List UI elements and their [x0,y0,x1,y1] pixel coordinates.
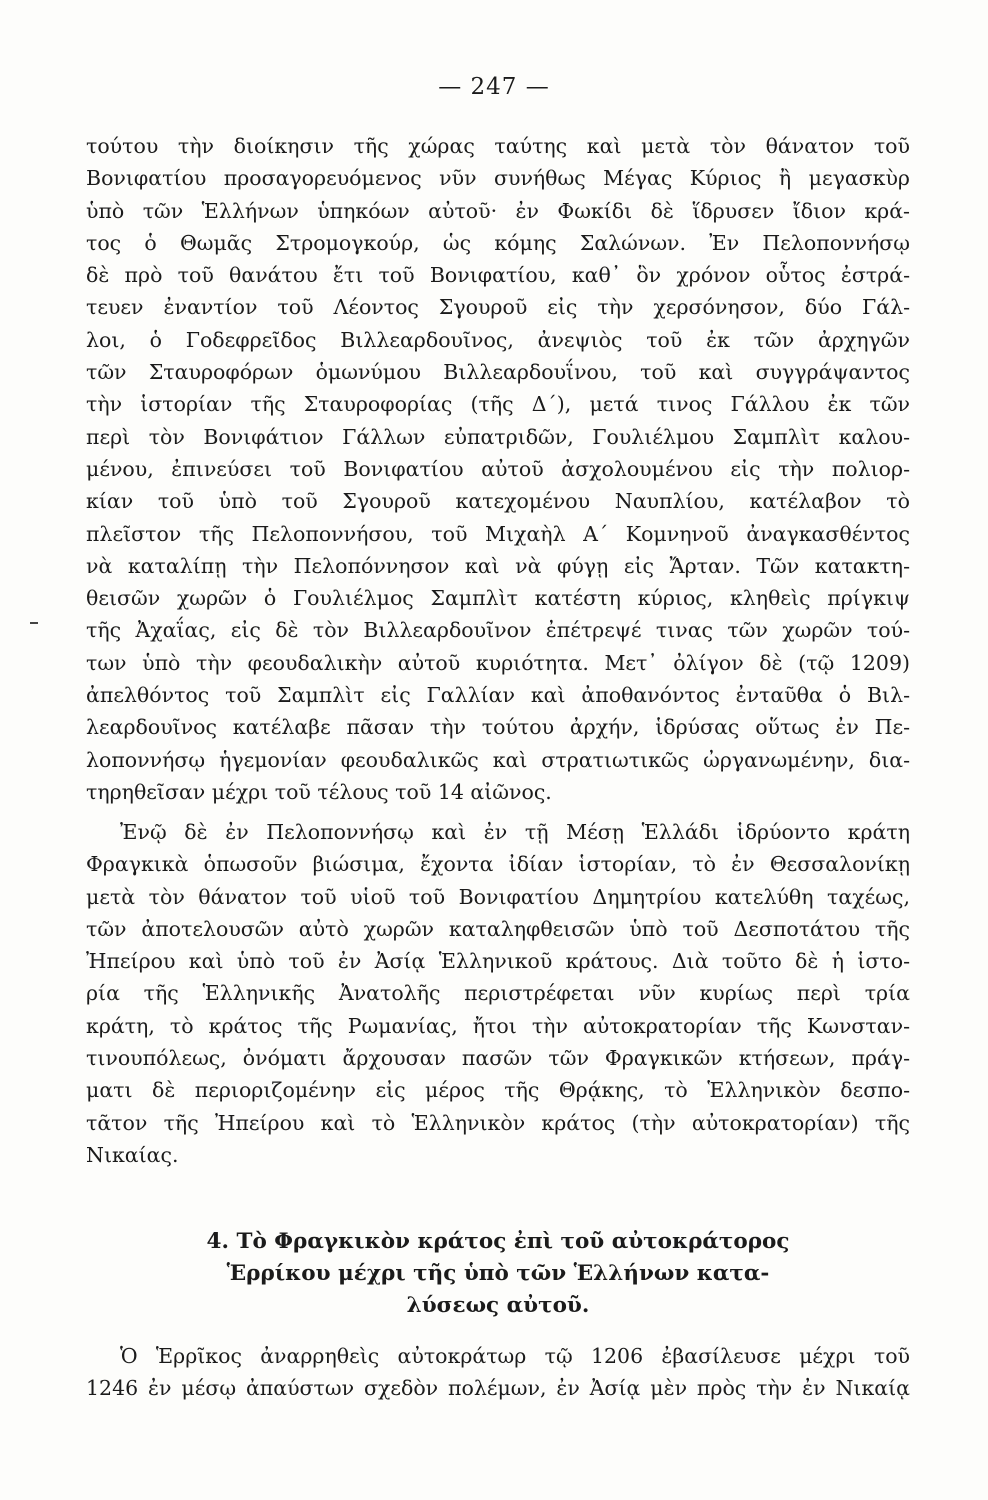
text-line: τευεν ἐναντίον τοῦ Λέοντος Σγουροῦ εἰς τὴν χερσόνησον, δύο Γάλ- [86,295,910,320]
section-heading [126,1226,870,1322]
text-line: μετὰ τὸν θάνατον τοῦ υἱοῦ τοῦ Βονιφατίου Δημητρίου κατελύθη ταχέως, [86,884,910,909]
text-line: Ἐνῷ δὲ ἐν Πελοποννήσῳ καὶ ἐν τῇ Μέσῃ Ἑλλάδι ἱδρύοντο κράτη [120,820,910,844]
text-line: τηρηθεῖσαν μέχρι τοῦ τέλους τοῦ 14 αἰῶνος. [86,779,552,804]
text-line: θεισῶν χωρῶν ὁ Γουλιέλμος Σαμπλὶτ κατέστη κύριος, κληθεὶς πρίγκιψ [86,586,910,611]
heading-line: Ἑρρίκου μέχρι τῆς ὑπὸ τῶν Ἑλλήνων κατα- [226,1261,770,1286]
text-line: των ὑπὸ τὴν φεουδαλικὴν αὐτοῦ κυριότητα. Μετ᾽ ὀλίγον δὲ (τῷ 1209) [86,650,910,675]
heading-line: λύσεως αὐτοῦ. [406,1293,590,1318]
text-line: Βονιφατίου προσαγορευόμενος νῦν συνήθως Μέγας Κύριος ἢ μεγασκὺρ [86,166,910,191]
heading-line: 4. Τὸ Φραγκικὸν κράτος ἐπὶ τοῦ αὐτοκράτορος [206,1229,790,1254]
text-line: τῆς Ἀχαΐας, εἰς δὲ τὸν Βιλλεαρδουῖνον ἐπέτρεψέ τινας τῶν χωρῶν τού- [86,618,910,643]
page-number: — 247 — [438,74,550,100]
text-line: τᾶτον τῆς Ἠπείρου καὶ τὸ Ἑλληνικὸν κράτος (τὴν αὐτοκρατορίαν) τῆς [86,1110,910,1135]
text-line: μένου, ἐπινεύσει τοῦ Βονιφατίου αὐτοῦ ἀσχολουμένου εἰς τὴν πολιορ- [86,456,910,481]
paragraph-second [86,816,910,1171]
text-line: λεαρδουῖνος κατέλαβε πᾶσαν τὴν τούτου ἀρχήν, ἱδρύσας οὕτως ἐν Πε- [86,715,910,740]
text-line: πλεῖστον τῆς Πελοποννήσου, τοῦ Μιχαὴλ Α΄ Κομνηνοῦ ἀναγκασθέντος [86,521,910,546]
text-line: τῶν ἀποτελουσῶν αὐτὸ χωρῶν καταληφθεισῶν ὑπὸ τοῦ Δεσποτάτου τῆς [86,916,910,941]
text-line: ἀπελθόντος τοῦ Σαμπλὶτ εἰς Γαλλίαν καὶ ἀποθανόντος ἐνταῦθα ὁ Βιλ- [86,683,910,708]
text-line: τῶν Σταυροφόρων ὁμωνύμου Βιλλεαρδουΐνου, τοῦ καὶ συγγράψαντος [86,360,910,385]
text-line: δὲ πρὸ τοῦ θανάτου ἔτι τοῦ Βονιφατίου, καθ᾽ ὃν χρόνον οὗτος ἐστρά- [86,263,910,288]
margin-mark [30,622,38,624]
text-line: τινουπόλεως, ὀνόματι ἄρχουσαν πασῶν τῶν Φραγκικῶν κτήσεων, πράγ- [86,1046,910,1071]
text-line: 1246 ἐν μέσῳ ἀπαύστων σχεδὸν πολέμων, ἐν Ἀσίᾳ μὲν πρὸς τὴν ἐν Νικαίᾳ [86,1376,910,1401]
text-line: τούτου τὴν διοίκησιν τῆς χώρας ταύτης καὶ μετὰ τὸν θάνατον τοῦ [86,134,910,158]
text-line: Φραγκικὰ ὁπωσοῦν βιώσιμα, ἔχοντα ἰδίαν ἱστορίαν, τὸ ἐν Θεσσαλονίκῃ [86,852,910,877]
text-line: λοι, ὁ Γοδεφρεῖδος Βιλλεαρδουῖνος, ἀνεψιὸς τοῦ ἐκ τῶν ἀρχηγῶν [86,327,910,352]
text-line: ματι δὲ περιοριζομένην εἰς μέρος τῆς Θρᾴκης, τὸ Ἑλληνικὸν δεσπο- [86,1078,910,1103]
paragraph-main [86,130,910,808]
paragraph-third [86,1340,910,1405]
text-line: Ἠπείρου καὶ ὑπὸ τοῦ ἐν Ἀσίᾳ Ἑλληνικοῦ κράτους. Διὰ τοῦτο δὲ ἡ ἱστο- [86,949,910,974]
text-line: περὶ τὸν Βονιφάτιον Γάλλων εὐπατριδῶν, Γουλιέλμου Σαμπλὶτ καλου- [86,424,910,449]
text-line: ὑπὸ τῶν Ἑλλήνων ὑπηκόων αὐτοῦ· ἐν Φωκίδι δὲ ἵδρυσεν ἴδιον κρά- [86,198,910,223]
text-line: λοποννήσῳ ἡγεμονίαν φεουδαλικῶς καὶ στρατιωτικῶς ὠργανωμένην, δια- [86,747,910,772]
text-line: Ὁ Ἑρρῖκος ἀναρρηθεὶς αὐτοκράτωρ τῷ 1206 ἐβασίλευσε μέχρι τοῦ [120,1344,910,1368]
text-line: τος ὁ Θωμᾶς Στρομογκούρ, ὡς κόμης Σαλώνων. Ἐν Πελοποννήσῳ [86,230,910,255]
text-line: νὰ καταλίπῃ τὴν Πελοπόννησον καὶ νὰ φύγῃ εἰς Ἄρταν. Τῶν κατακτη- [86,553,910,578]
text-line: Νικαίας. [86,1142,179,1167]
text-line: κίαν τοῦ ὑπὸ τοῦ Σγουροῦ κατεχομένου Ναυπλίου, κατέλαβον τὸ [86,489,910,514]
text-line: ρία τῆς Ἑλληνικῆς Ἀνατολῆς περιστρέφεται νῦν κυρίως περὶ τρία [86,981,910,1006]
text-line: κράτη, τὸ κράτος τῆς Ρωμανίας, ἤτοι τὴν αὐτοκρατορίαν τῆς Κωνσταν- [86,1013,910,1038]
text-line: τὴν ἱστορίαν τῆς Σταυροφορίας (τῆς Δ΄), μετά τινος Γάλλου ἐκ τῶν [86,392,910,417]
